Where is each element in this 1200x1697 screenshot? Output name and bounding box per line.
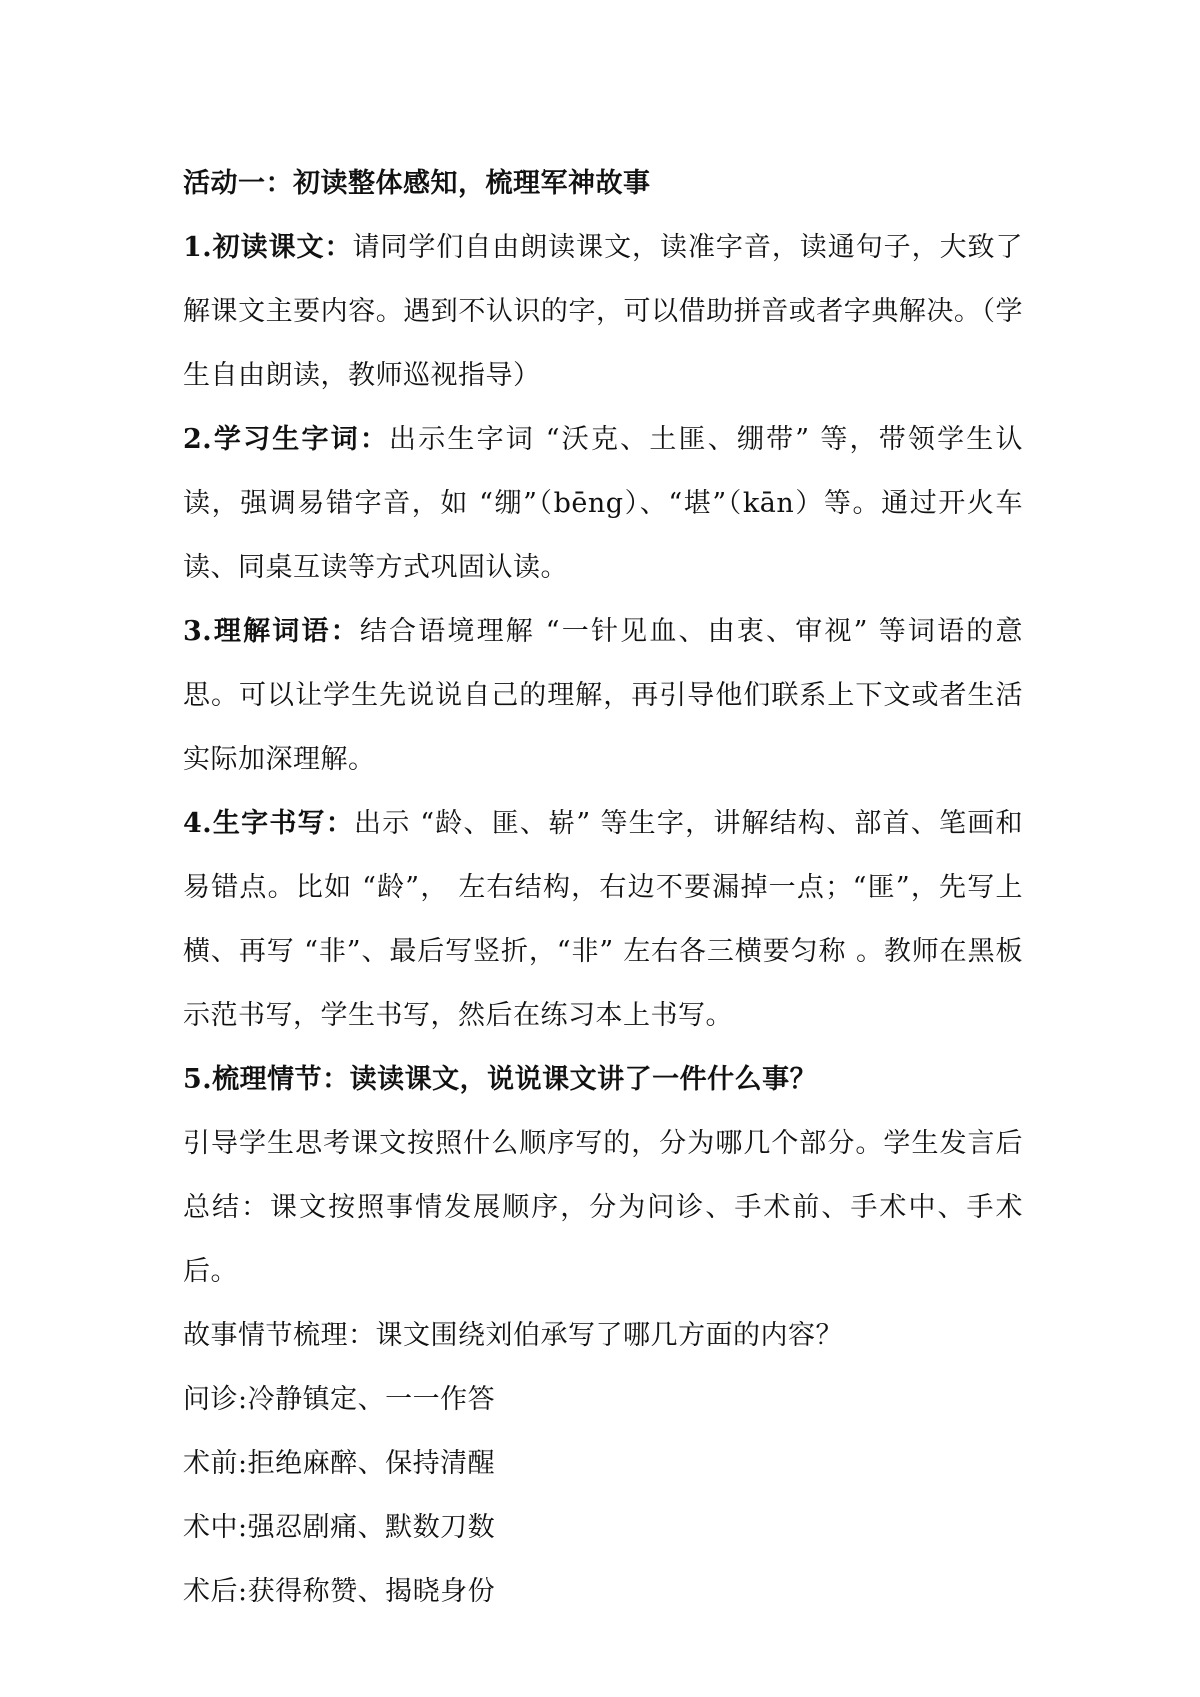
step-5-label: 5.梳理情节：读读课文，说说课文讲了一件什么事？ bbox=[183, 1064, 818, 1095]
step-4-label: 4.生字书写： bbox=[183, 808, 354, 839]
step-1-text: 请同学们自由朗读课文，读准字音，读通句子，大致了解课文主要内容。遇到不认识的字，可以借助拼音或者字典解决。（学生自由朗读，教师巡视指导） bbox=[183, 232, 1024, 391]
step-3-label: 3.理解词语： bbox=[183, 616, 360, 647]
activity-heading: 活动一：初读整体感知，梳理军神故事 bbox=[183, 168, 651, 199]
step-5 bbox=[183, 1048, 1023, 1112]
step-2-label: 2.学习生字词： bbox=[183, 424, 390, 455]
step-1-label: 1.初读课文： bbox=[183, 232, 353, 263]
step-3-text: 结合语境理解 “一针见血、由衷、审视” 等词语的意思。可以让学生先说说自己的理解，再引导他们联系上下文或者生活实际加深理解。 bbox=[183, 616, 1024, 775]
step-2-text: 出示生字词 “沃克、土匪、绷带” 等，带领学生认读，强调易错字音，如 “绷”（bēng）、“堪”（kān）等。通过开火车读、同桌互读等方式巩固认读。 bbox=[183, 424, 1023, 583]
plot-item-2: 术前:拒绝麻醉、保持清醒 bbox=[183, 1448, 496, 1479]
plot-question: 故事情节梳理：课文围绕刘伯承写了哪几方面的内容？ bbox=[183, 1320, 843, 1351]
step-2 bbox=[183, 408, 1023, 600]
step-4-text: 出示 “龄、匪、崭” 等生字，讲解结构、部首、笔画和易错点。比如 “龄”， 左右结构，右边不要漏掉一点；“匪”，先写上横、再写 “非”、最后写竖折，“非” 左右各三横要匀称 。教师在黑板示范书写，学生书写，然后在练习本上书写。 bbox=[183, 808, 1023, 1031]
plot-item-3: 术中:强忍剧痛、默数刀数 bbox=[183, 1512, 496, 1543]
step-4 bbox=[183, 792, 1023, 1048]
step-1 bbox=[183, 216, 1023, 408]
plot-item-1: 问诊:冷静镇定、一一作答 bbox=[183, 1384, 496, 1415]
step-3 bbox=[183, 600, 1023, 792]
document-content bbox=[183, 152, 1023, 1624]
plot-item-4: 术后:获得称赞、揭晓身份 bbox=[183, 1576, 496, 1607]
summary-paragraph: 引导学生思考课文按照什么顺序写的，分为哪几个部分。学生发言后总结：课文按照事情发展顺序，分为问诊、手术前、手术中、手术后。 bbox=[183, 1128, 1023, 1287]
